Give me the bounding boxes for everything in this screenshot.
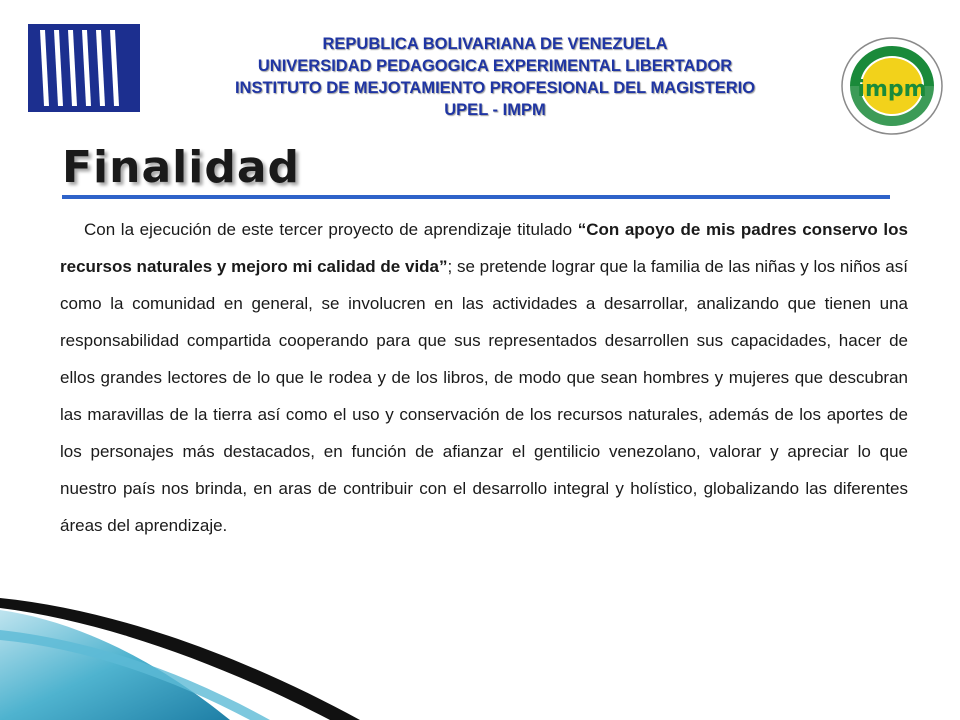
impm-seal-text: impm: [857, 77, 927, 102]
header-line-university: UNIVERSIDAD PEDAGOGICA EXPERIMENTAL LIBERTADOR: [257, 57, 733, 75]
body-intro: Con la ejecución de este tercer proyecto de aprendizaje titulado: [84, 220, 578, 239]
header-line-institute: INSTITUTO DE MEJOTAMIENTO PROFESIONAL DEL MAGISTERIO: [234, 79, 756, 97]
body-paragraph: [60, 211, 908, 544]
project-title: “Con apoyo de mis padres conservo los recursos naturales y mejoro mi calidad de vida”: [60, 220, 908, 276]
page-title: Finalidad: [62, 142, 301, 193]
impm-seal: [840, 36, 944, 136]
upel-logo: [28, 24, 140, 112]
title-underline: [62, 195, 890, 199]
institution-header: [150, 33, 840, 121]
corner-swoosh-decoration: [0, 580, 400, 720]
header-line-acronym: UPEL - IMPM: [444, 101, 546, 119]
header-line-country: REPUBLICA BOLIVARIANA DE VENEZUELA: [322, 35, 668, 53]
body-rest: ; se pretende lograr que la familia de las niñas y los niños así como la comunidad en general, se involucren en las actividades a desarrollar, analizando que tienen una responsabilidad compartida cooperando para que sus representados desarrollen sus capacidades, hacer de ellos grandes lectores de lo que le rodea y de los libros, de modo que sean hombres y mujeres que descubran las maravillas de la tierra así como el uso y conservación de los recursos naturales, además de los aportes de los personajes más destacados, en función de afianzar el gentilicio venezolano, valorar y apreciar lo que nuestro país nos brinda, en aras de contribuir con el desarrollo integral y holístico, globalizando las diferentes áreas del aprendizaje.: [60, 257, 908, 535]
